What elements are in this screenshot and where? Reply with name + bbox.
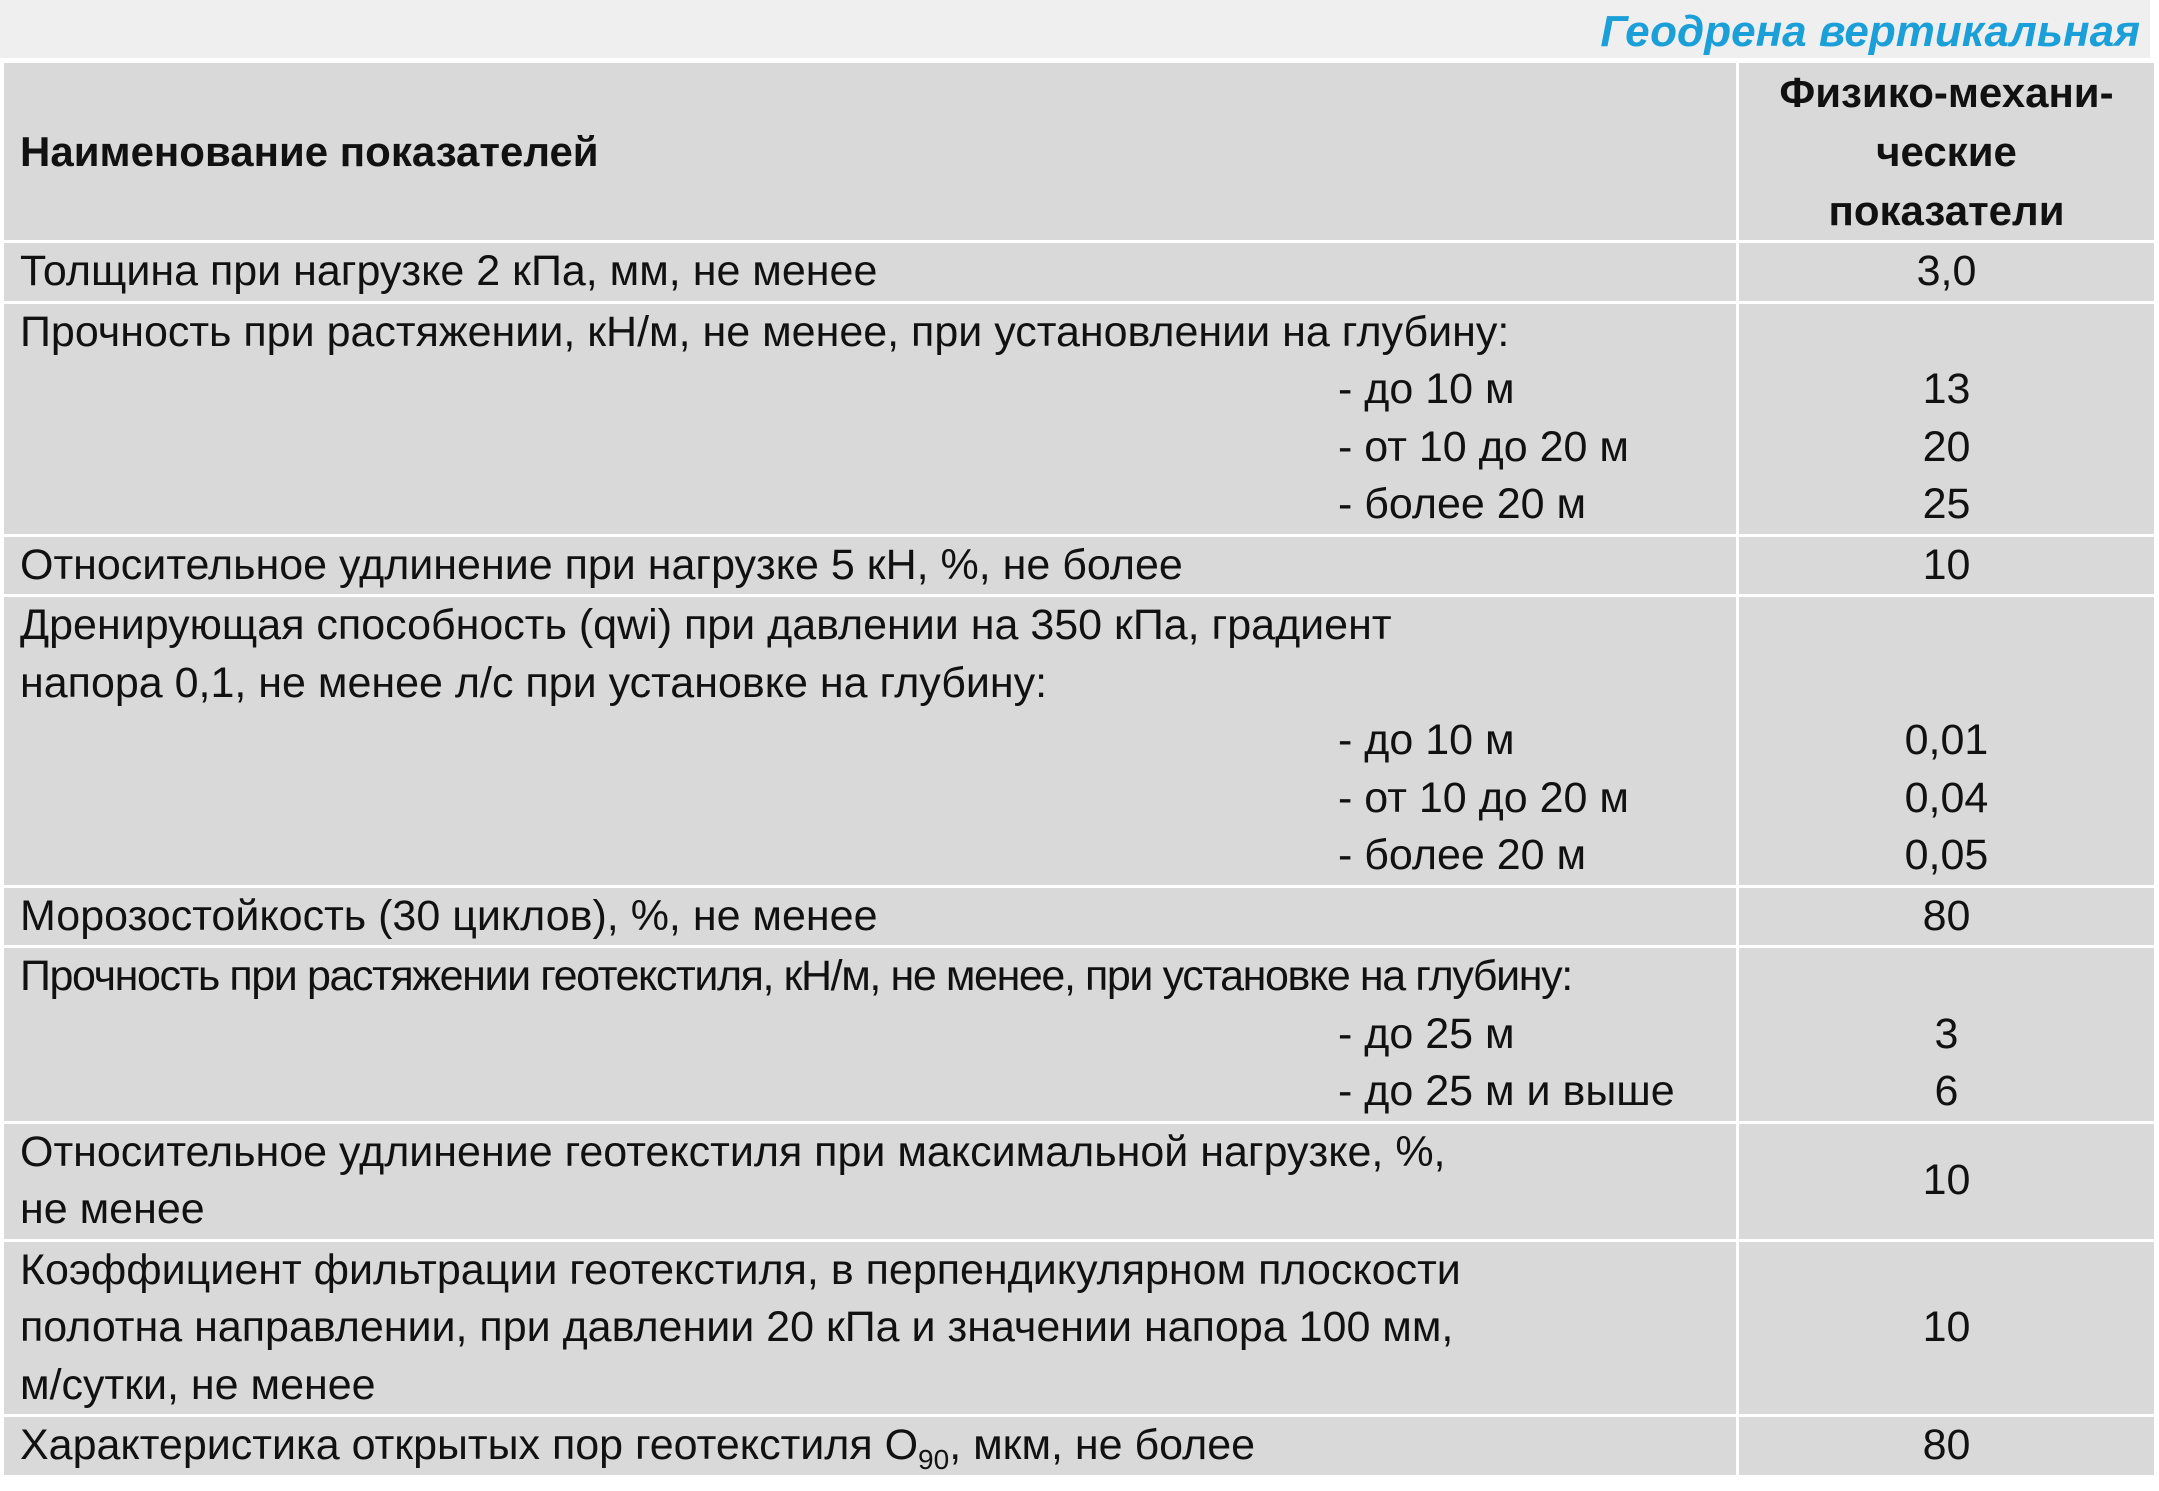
document-title: Геодрена вертикальная (0, 0, 2150, 58)
table-row-geo-elongation (4, 1124, 2154, 1239)
sub-label: - от 10 до 20 м (1338, 773, 1629, 822)
pores-label-subscript: 90 (918, 1444, 950, 1475)
header-value-line: Физико-механи- (1779, 69, 2114, 116)
properties-table (4, 60, 2154, 1478)
pores-label-main: Характеристика открытых пор геотекстиля O (20, 1421, 919, 1469)
row-label-cell (4, 1124, 1736, 1239)
row-label: Морозостойкость (30 циклов), %, не менее (4, 888, 1736, 946)
table-row-elongation (4, 537, 2154, 595)
sub-label: - до 10 м (1338, 716, 1515, 764)
row-label: Прочность при растяжении, кН/м, не менее, при установлении на глубину: (20, 307, 1510, 356)
sub-value: 20 (1922, 422, 1971, 471)
sub-label: - до 10 м (1338, 365, 1515, 413)
sub-value: 6 (1934, 1067, 1959, 1115)
row-label: Прочность при растяжении геотекстиля, кН/м, не менее, при установке на глубину: (20, 952, 1572, 1000)
sub-value: 13 (1922, 365, 1971, 413)
row-label: Толщина при нагрузке 2 кПа, мм, не менее (4, 243, 1736, 301)
table-row-pores (4, 1417, 2154, 1475)
row-label: Дренирующая способность (qwi) при давлении на 350 кПа, градиент (20, 601, 1392, 649)
table-header-row (4, 63, 2154, 240)
table-row-tensile (4, 304, 2154, 534)
row-value-cell (1736, 948, 2154, 1121)
row-label: Коэффициент фильтрации геотекстиля, в перпендикулярном плоскости (20, 1245, 1461, 1294)
row-value: 10 (1736, 1124, 2154, 1239)
row-label: напора 0,1, не менее л/с при установке на глубину: (20, 658, 1048, 707)
row-label: м/сутки, не менее (20, 1360, 376, 1409)
row-value: 10 (1736, 1242, 2154, 1415)
sub-label: - более 20 м (1338, 831, 1587, 879)
row-label: Относительное удлинение при нагрузке 5 кН, %, не более (4, 537, 1736, 595)
table-row-drainage (4, 597, 2154, 885)
row-value: 10 (1736, 537, 2154, 595)
row-label: полотна направлении, при давлении 20 кПа и значении напора 100 мм, (20, 1303, 1454, 1351)
row-label-cell (4, 948, 1736, 1121)
sub-value: 0,05 (1904, 831, 1989, 879)
sub-value: 3 (1934, 1009, 1959, 1058)
table-row-filtration (4, 1242, 2154, 1415)
sub-label: - до 25 м и выше (1338, 1067, 1675, 1115)
row-value-cell (1736, 597, 2154, 885)
row-label: Относительное удлинение геотекстиля при максимальной нагрузке, %, (20, 1127, 1446, 1176)
table-row-thickness (4, 243, 2154, 301)
row-value: 3,0 (1736, 243, 2154, 301)
header-name-cell: Наименование показателей (4, 63, 1736, 240)
row-value: 80 (1736, 888, 2154, 946)
row-value-cell (1736, 304, 2154, 534)
header-value-line: ческие (1876, 128, 2017, 175)
sub-label: - более 20 м (1338, 480, 1587, 528)
sub-value: 0,04 (1904, 773, 1989, 822)
row-label: не менее (20, 1185, 205, 1233)
sub-value: 25 (1922, 480, 1971, 528)
table-row-frost (4, 888, 2154, 946)
row-value: 80 (1736, 1417, 2154, 1475)
row-label (4, 1417, 1736, 1475)
header-value-line: показатели (1828, 187, 2065, 234)
row-label-cell (4, 597, 1736, 885)
sub-value: 0,01 (1904, 716, 1989, 764)
sub-label: - от 10 до 20 м (1338, 422, 1629, 471)
table-row-geo-tensile (4, 948, 2154, 1121)
sub-label: - до 25 м (1338, 1009, 1515, 1058)
row-label-cell (4, 1242, 1736, 1415)
row-label-cell (4, 304, 1736, 534)
header-value-cell (1736, 63, 2154, 240)
pores-label-tail: , мкм, не более (949, 1421, 1256, 1469)
